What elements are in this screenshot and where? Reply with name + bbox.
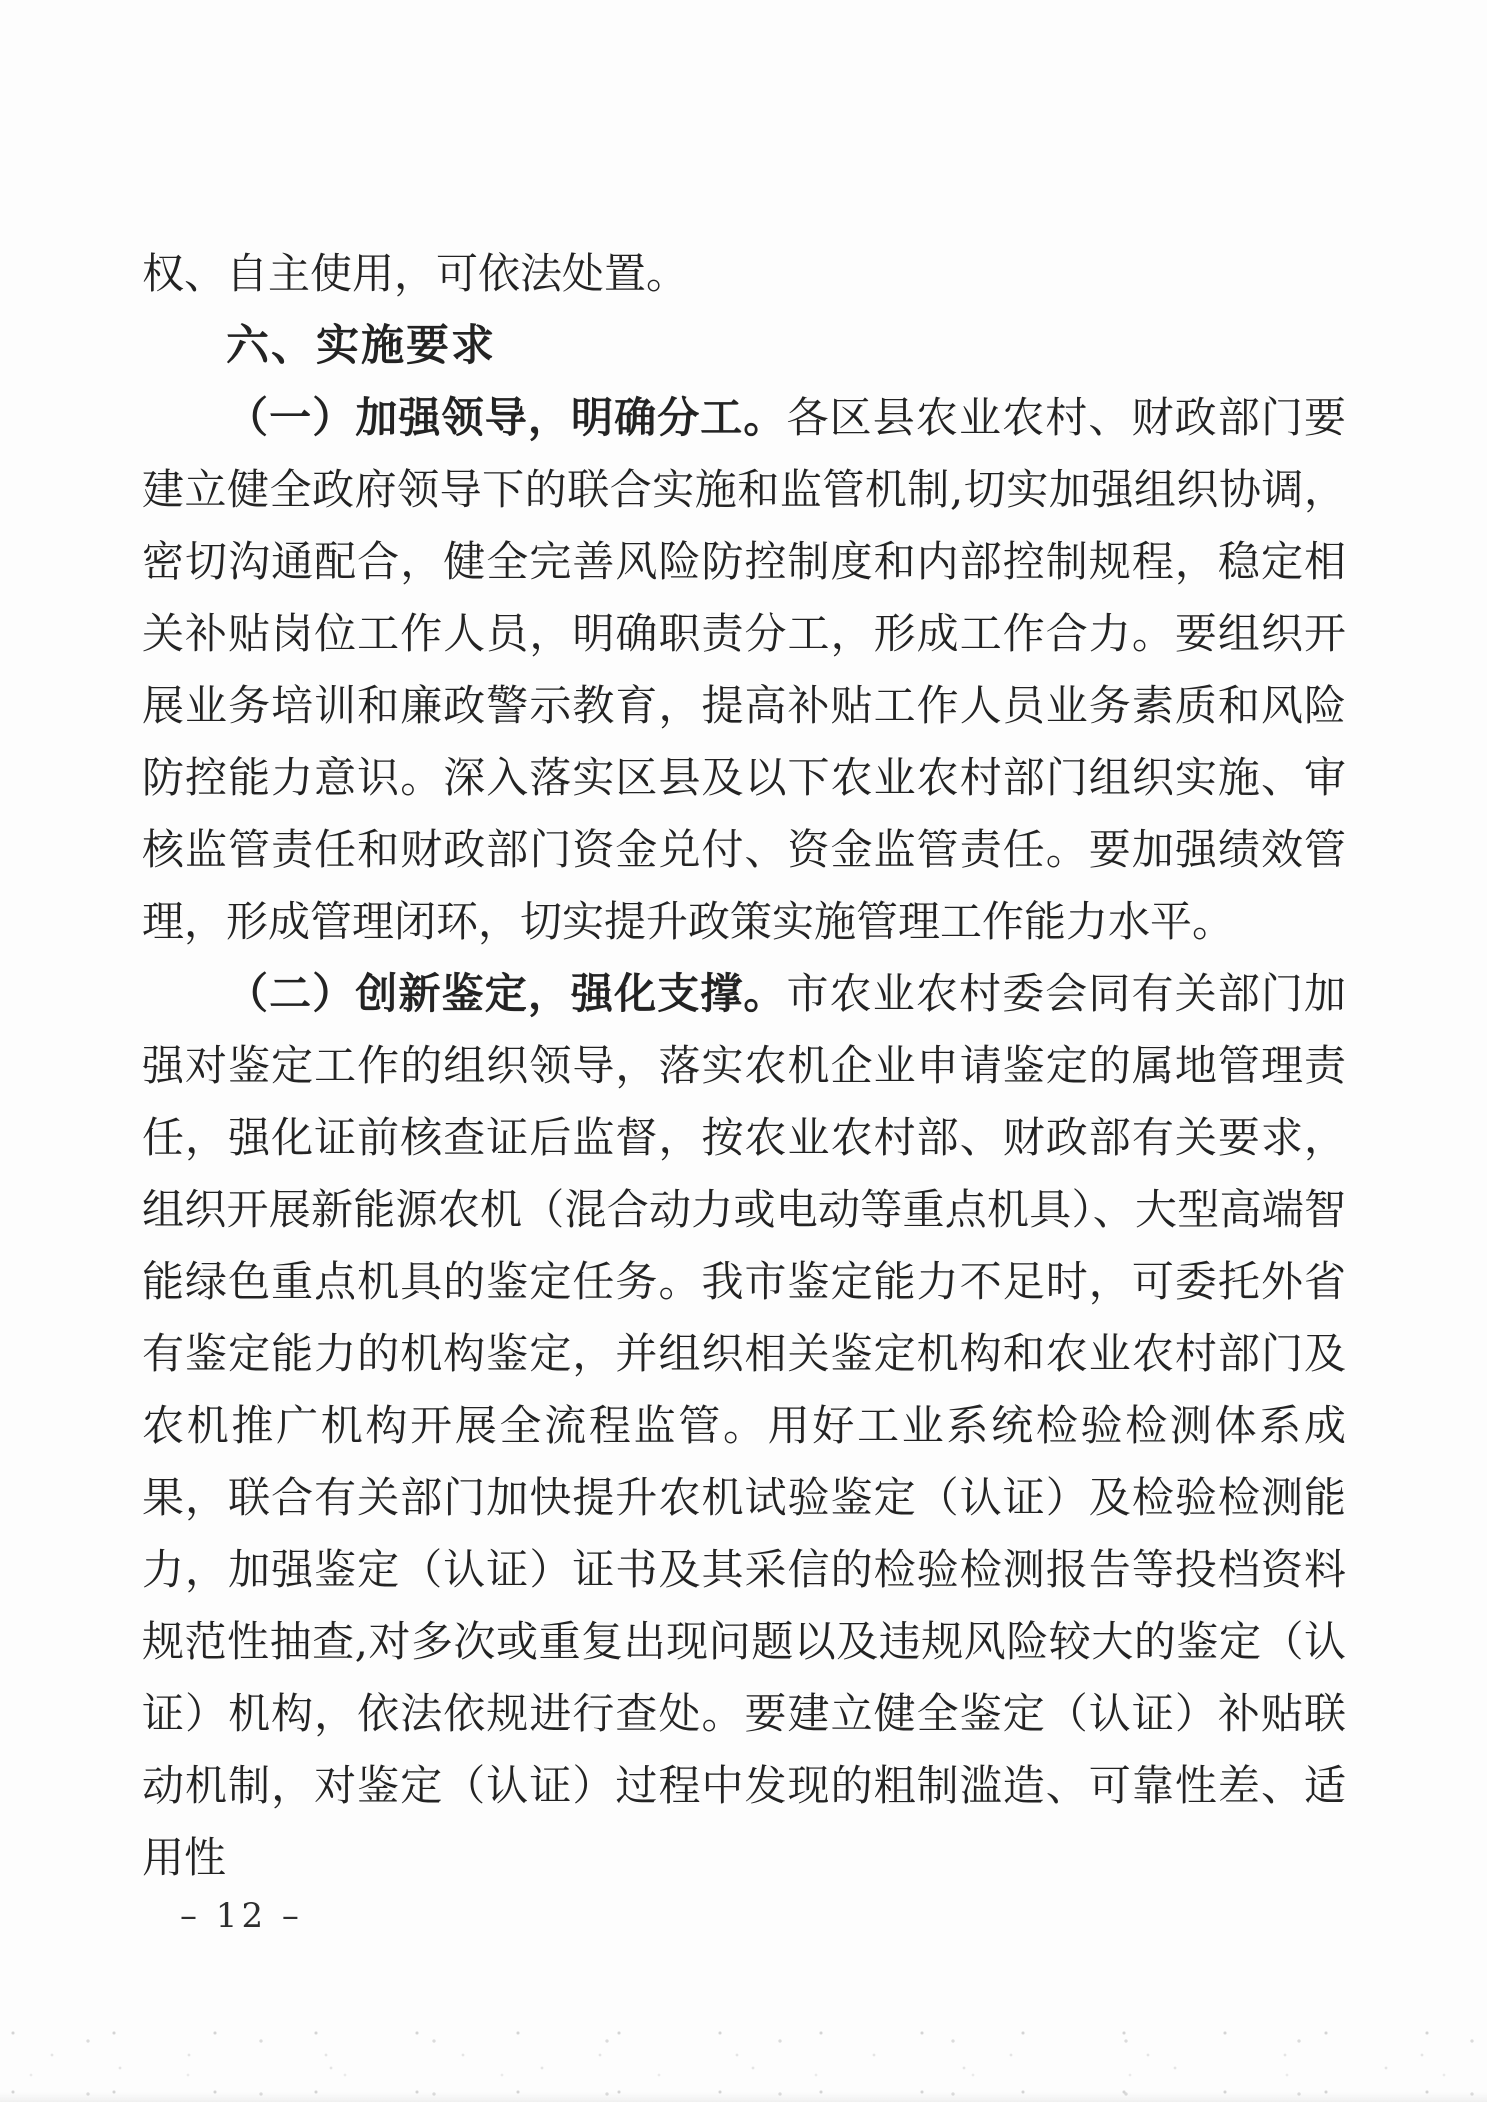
page-number: – 12 –	[180, 1896, 303, 1936]
scan-noise-band	[0, 2024, 1487, 2102]
paragraph-1-lead: （一）加强领导，明确分工。	[226, 393, 787, 442]
continuation-line: 权、自主使用，可依法处置。	[142, 249, 689, 298]
scan-edge-shade	[0, 2092, 1487, 2102]
paragraph-2-lead: （二）创新鉴定，强化支撑。	[226, 969, 787, 1018]
paragraph-1	[142, 382, 1346, 958]
paragraph-1-text: 各区县农业农村、财政部门要建立健全政府领导下的联合实施和监管机制,切实加强组织协调，密切沟通配合，健全完善风险防控制度和内部控制规程，稳定相关补贴岗位工作人员，明确职责分工，形成工作合力。要组织开展业务培训和廉政警示教育，提高补贴工作人员业务素质和风险防控能力意识。深入落实区县及以下农业农村部门组织实施、审核监管责任和财政部门资金兑付、资金监管责任。要加强绩效管理，形成管理闭环，切实提升政策实施管理工作能力水平。	[142, 393, 1346, 946]
section-heading: 六、实施要求	[226, 322, 496, 370]
document-body	[142, 238, 1346, 1894]
paragraph-2	[142, 958, 1346, 1894]
paragraph-2-text: 市农业农村委会同有关部门加强对鉴定工作的组织领导，落实农机企业申请鉴定的属地管理责任，强化证前核查证后监督，按农业农村部、财政部有关要求，组织开展新能源农机（混合动力或电动等重点机具）、大型高端智能绿色重点机具的鉴定任务。我市鉴定能力不足时，可委托外省有鉴定能力的机构鉴定，并组织相关鉴定机构和农业农村部门及农机推广机构开展全流程监管。用好工业系统检验检测体系成果，联合有关部门加快提升农机试验鉴定（认证）及检验检测能力，加强鉴定（认证）证书及其采信的检验检测报告等投档资料规范性抽查,对多次或重复出现问题以及违规风险较大的鉴定（认证）机构，依法依规进行查处。要建立健全鉴定（认证）补贴联动机制，对鉴定（认证）过程中发现的粗制滥造、可靠性差、适用性	[142, 969, 1346, 1882]
